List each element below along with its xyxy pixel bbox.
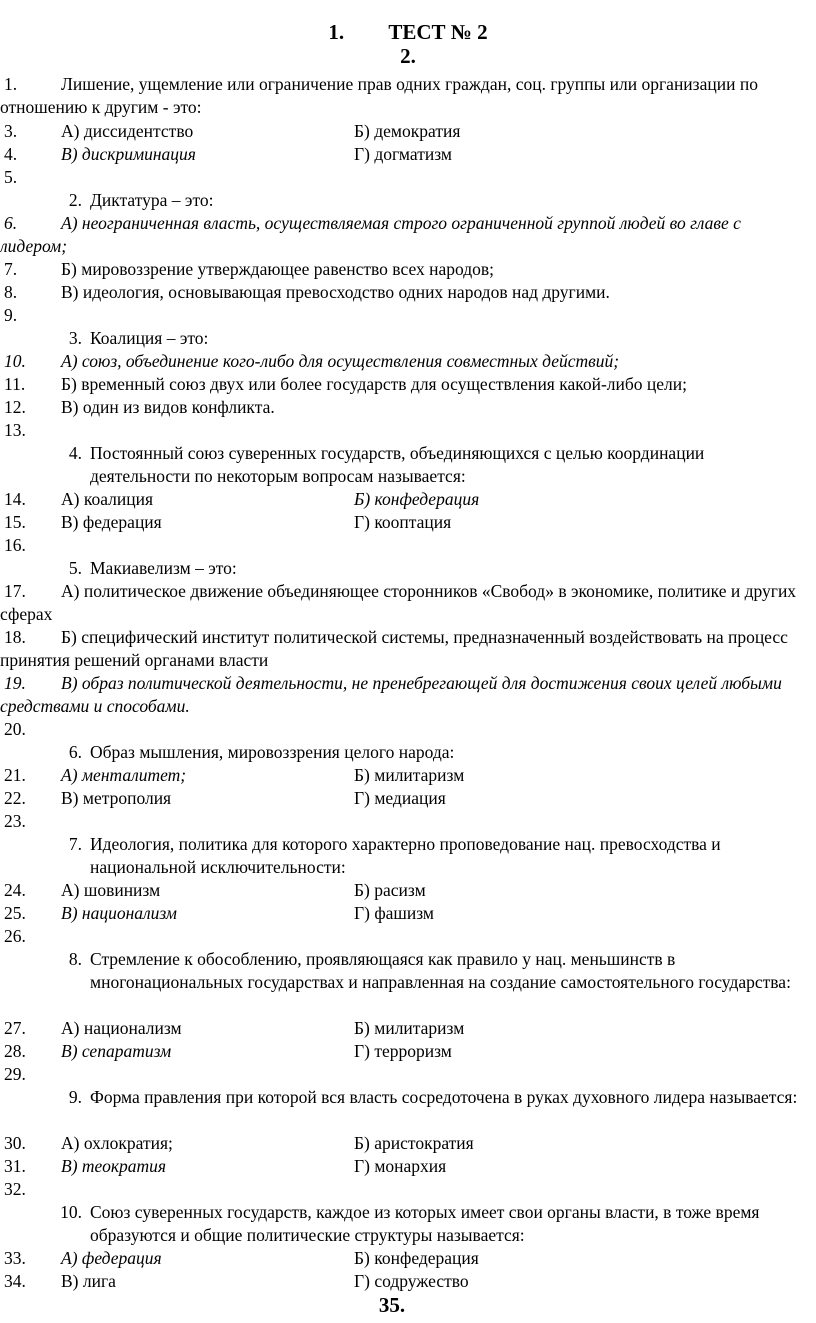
q7-option-b: Б) расизм	[354, 880, 426, 900]
q10-option-c: В) лига	[61, 1271, 116, 1291]
q9-option-a: А) охлократия;	[61, 1133, 173, 1153]
title-subnumber: 2.	[400, 44, 416, 68]
q4-option-a: А) коалиция	[61, 489, 154, 509]
q1-option-b: Б) демократия	[354, 121, 461, 141]
footer-number: 35.	[378, 1293, 406, 1317]
question-1-text: 1. Лишение, ущемление или ограничение прав одних граждан, соц. группы или организации по отношению к другим - это:	[0, 74, 758, 117]
q6-option-d: Г) медиация	[354, 788, 446, 808]
q9-option-b: Б) аристократия	[354, 1133, 474, 1153]
q9-option-c: В) теократия	[61, 1156, 167, 1176]
q5-option-c: 19. В) образ политической деятельности, не пренебрегающей для достижения своих целей любыми средствами и способами.	[0, 673, 782, 716]
q8-option-d: Г) терроризм	[354, 1041, 452, 1061]
q6-option-c: В) метрополия	[61, 788, 172, 808]
q1-option-c: В) дискриминация	[61, 144, 196, 164]
q8-option-b: Б) милитаризм	[354, 1018, 465, 1038]
q6-option-b: Б) милитаризм	[354, 765, 465, 785]
q10-option-d: Г) содружество	[354, 1271, 469, 1291]
q2-option-a: 6. А) неограниченная власть, осуществляемая строго ограниченной группой людей во главе с лидером;	[0, 213, 741, 256]
q7-option-a: А) шовинизм	[61, 880, 161, 900]
q4-option-c: В) федерация	[61, 512, 162, 532]
q10-option-b: Б) конфедерация	[354, 1248, 479, 1268]
q4-option-d: Г) кооптация	[354, 512, 452, 532]
q7-option-c: В) национализм	[61, 903, 177, 923]
q9-option-d: Г) монархия	[354, 1156, 447, 1176]
q6-option-a: А) менталитет;	[61, 765, 187, 785]
q5-option-b: 18. Б) специфический институт политической системы, предназначенный воздействовать на процесс принятия решений органами власти	[0, 627, 788, 670]
q5-option-a: 17. А) политическое движение объединяющее сторонников «Свобод» в экономике, политике и других сферах	[0, 581, 797, 624]
document-page: 1. ТЕСТ № 2 2. 1. Лишение, ущемление или ограничение прав одних граждан, соц. группы или организации по отношению к другим - это: 3. А) диссидентство Б) демократия 4. В) дискриминация Г) догматизм 5. 2. Диктатура – это: 6. А) неограниченная власть, осуществляемая строго ограниченной группой людей во главе с лидером; 7. Б) мировоззрение утверждающее равенство всех народов; 8. В) идеология, основывающая превосходство одних народов над другими. 9. 3. Коалиция – это: 10. А) союз, объединение кого-либо для осуществления совместных действий; 11. Б) временный союз двух или более государств для осуществления какой-либо цели; 12. В) один из видов конфликта. 13. 4. Постоянный союз суверенных государств, объединяющихся с целью координации деятельности по некоторым вопросам называется: 14. А) коалиция Б) конфедерация 15. В) федерация Г) кооптация 16. 5. Макиавелизм – это: 17. А) политическое движение объединяющее сторонников «Свобод» в экономике, политике и других сферах 18. Б) специфический институт политической системы, предназначенный воздействовать на процесс принятия решений органами власти 19. В) образ политической деятельности, не пренебрегающей для достижения своих целей любыми средствами и способами. 20. 6. Образ мышления, мировоззрения целого народа: 21. А) менталитет; Б) милитаризм 22. В) метрополия Г) медиация 23. 7. Идеология, политика для которого характерно проповедование нац. превосходства и национальной исключительности: 24. А) шовинизм Б) расизм 25. В) национализм Г) фашизм 26. 8. Стремление к обособлению, проявляющаяся как правило у нац. меньшинств в многонациональных государствах и направленная на создание самостоятельного государства: 27. А) национализм Б) милитаризм 28. В) сепаратизм Г) терроризм 29. 9. Форма правления при которой вся власть сосредоточена в руках духовного лидера называется: 30. А) охлократия; Б) аристократия 31. В) теократия Г) монархия 32. 10. Союз суверенных государств, каждое из которых имеет свои органы власти, в тоже время образуются и общие политические структуры называется: 33. А) федерация Б) конфедерация 34. В) лига Г) содружество 35.	[0, 0, 816, 1323]
q1-option-d: Г) догматизм	[354, 144, 452, 164]
q7-option-d: Г) фашизм	[354, 903, 435, 923]
q8-option-c: В) сепаратизм	[61, 1041, 172, 1061]
q10-option-a: А) федерация	[61, 1248, 162, 1268]
q4-option-b: Б) конфедерация	[354, 489, 480, 509]
q1-option-a: А) диссидентство	[61, 121, 194, 141]
test-title: 1. ТЕСТ № 2	[328, 20, 488, 44]
q8-option-a: А) национализм	[61, 1018, 182, 1038]
